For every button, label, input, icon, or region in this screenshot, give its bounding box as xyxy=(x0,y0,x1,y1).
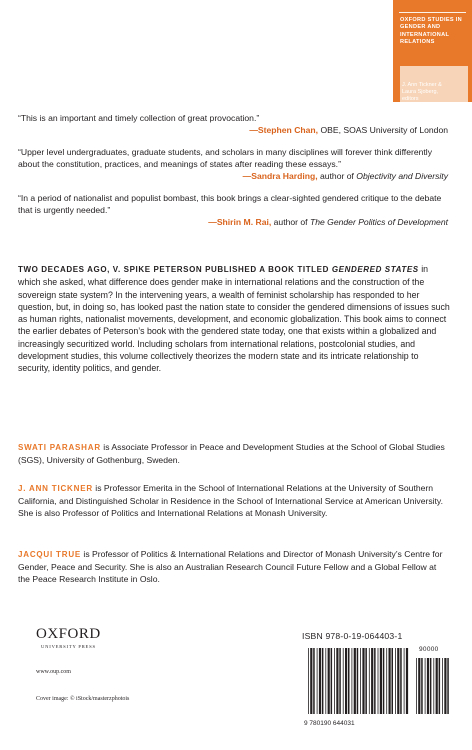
barcode-bar xyxy=(319,648,321,714)
barcode-bar xyxy=(317,648,318,714)
author-name: J. ANN TICKNER xyxy=(18,484,93,493)
barcode-bar xyxy=(322,648,324,714)
description-body: in which she asked, what difference does gender make in international relations and the construction of the sovereign state system? In the intervening years, a wealth of feminist scholarship has responded to her question, but, in doing so, has looked past the nation state to consider the gendered dimensions of issues such as human rights, nationalist movements, development, and economic globalization. This book aims to connect the earlier debates of Peterson’s book with the gendered state today, one that exists within a globalized and increasingly securitized world. Including scholars from international relations, postcolonial studies, and development studies, this volume collectively theorizes the modern state and its intricate relationship to security, identity politics, and gender. xyxy=(18,264,450,374)
barcode-bar xyxy=(383,648,385,714)
author-bio xyxy=(18,548,450,586)
barcode-bar xyxy=(345,648,347,714)
endorser-book-title: Objectivity and Diversity xyxy=(356,171,448,181)
series-badge xyxy=(393,0,472,102)
barcode-bar xyxy=(416,658,417,714)
endorsement-quote: “This is an important and timely collection of great provocation.” xyxy=(18,113,260,123)
series-title: OXFORD STUDIES IN GENDER AND INTERNATIONAL RELATIONS xyxy=(400,17,462,46)
barcode-bar xyxy=(371,648,373,714)
endorsement-quote: “Upper level undergraduates, graduate students, and scholars in many disciplines will forever think differently about the constitution, practices, and meanings of states after reading these essays.” xyxy=(18,147,432,169)
barcode-bar xyxy=(406,648,408,714)
barcode-bar xyxy=(352,648,353,714)
endorsement-attribution xyxy=(18,124,448,136)
endorser-name: —Shirin M. Rai, xyxy=(208,217,272,227)
endorser-affiliation: author of xyxy=(271,217,310,227)
barcode-bar xyxy=(392,648,394,714)
barcode-bars xyxy=(308,648,408,714)
cover-credit: Cover image: © iStock/masterzphotois xyxy=(36,696,130,702)
price-code: 90000 xyxy=(419,646,439,653)
barcode-bar xyxy=(310,648,312,714)
barcode-digits: 9 780190 644031 xyxy=(304,720,355,727)
barcode-bar xyxy=(430,658,432,714)
endorser-name: —Sandra Harding, xyxy=(242,171,318,181)
endorsement xyxy=(18,192,448,228)
barcode-bar xyxy=(334,648,335,714)
book-description xyxy=(18,263,450,375)
endorser-affiliation: OBE, SOAS University of London xyxy=(318,125,448,135)
barcode-bar xyxy=(378,648,379,714)
endorsement xyxy=(18,112,448,136)
barcode-bar xyxy=(436,658,438,714)
author-name: JACQUI TRUE xyxy=(18,550,82,559)
endorser-book-title: The Gender Politics of Development xyxy=(309,217,448,227)
barcode-bar xyxy=(395,648,396,714)
author-bio-text: is Professor Emerita in the School of International Relations at the University of Southern California, and Distinguished Scholar in Residence in the School of International Service at American University. She is also Professor of Politics and International Relations at Monash University. xyxy=(18,483,443,519)
publisher-press: UNIVERSITY PRESS xyxy=(41,644,96,649)
barcode-bar xyxy=(343,648,344,714)
author-bio xyxy=(18,441,450,466)
price-barcode-bars xyxy=(416,658,449,714)
endorsement-quote: “In a period of nationalist and populist bombast, this book brings a clear-sighted gendered critique to the debate that is urgently needed.” xyxy=(18,193,442,215)
barcode-bar xyxy=(404,648,405,714)
barcode-bar xyxy=(336,648,338,714)
series-editors: J. Ann Tickner & Laura Sjoberg, editors xyxy=(402,82,442,102)
barcode-bar xyxy=(325,648,326,714)
barcode-bar xyxy=(308,648,309,714)
barcode-bar xyxy=(427,658,429,714)
barcode-bar xyxy=(442,658,443,714)
barcode-bar xyxy=(328,648,330,714)
author-bio-text: is Associate Professor in Peace and Development Studies at the School of Global Studies (SGS), University of Gothenburg, Sweden. xyxy=(18,442,445,466)
barcode-bar xyxy=(369,648,370,714)
description-lead: TWO DECADES AGO, V. SPIKE PETERSON PUBLISHED A BOOK TITLED xyxy=(18,265,332,274)
barcode-bar xyxy=(354,648,356,714)
description-lead-title: GENDERED STATES xyxy=(331,265,419,274)
barcode-bar xyxy=(348,648,350,714)
barcode-bar xyxy=(365,648,367,714)
barcode-bar xyxy=(389,648,391,714)
barcode-bar xyxy=(313,648,315,714)
barcode-bar xyxy=(418,658,420,714)
barcode-bar xyxy=(433,658,434,714)
barcode-bar xyxy=(421,658,423,714)
publisher-logo: OXFORD xyxy=(36,626,101,642)
endorsement-attribution xyxy=(18,170,448,182)
barcode-bar xyxy=(397,648,399,714)
endorsement xyxy=(18,146,448,182)
series-rule xyxy=(399,12,466,13)
barcode-bar xyxy=(339,648,341,714)
barcode-bar xyxy=(362,648,364,714)
barcode-bar xyxy=(425,658,426,714)
endorser-affiliation: author of xyxy=(317,171,357,181)
barcode-bar xyxy=(357,648,359,714)
barcode-bar xyxy=(360,648,361,714)
author-bio-text: is Professor of Politics & International Relations and Director of Monash University’s Centre for Gender, Peace and Security. She is also an Australian Research Council Future Fellow and a Global Fellow at the Peace Research Institute in Oslo. xyxy=(18,549,443,585)
publisher-url: www.oup.com xyxy=(36,669,71,675)
barcode-bar xyxy=(439,658,441,714)
isbn-barcode xyxy=(302,646,454,728)
author-name: SWATI PARASHAR xyxy=(18,443,101,452)
barcode-bar xyxy=(386,648,387,714)
endorser-name: —Stephen Chan, xyxy=(249,125,319,135)
barcode-bar xyxy=(380,648,382,714)
barcode-bar xyxy=(444,658,446,714)
barcode-bar xyxy=(331,648,333,714)
endorsements xyxy=(18,112,448,238)
author-bio xyxy=(18,482,450,520)
barcode-bar xyxy=(447,658,449,714)
endorsement-attribution xyxy=(18,216,448,228)
barcode-bar xyxy=(374,648,376,714)
isbn-label: ISBN 978-0-19-064403-1 xyxy=(302,631,403,641)
barcode-bar xyxy=(400,648,402,714)
